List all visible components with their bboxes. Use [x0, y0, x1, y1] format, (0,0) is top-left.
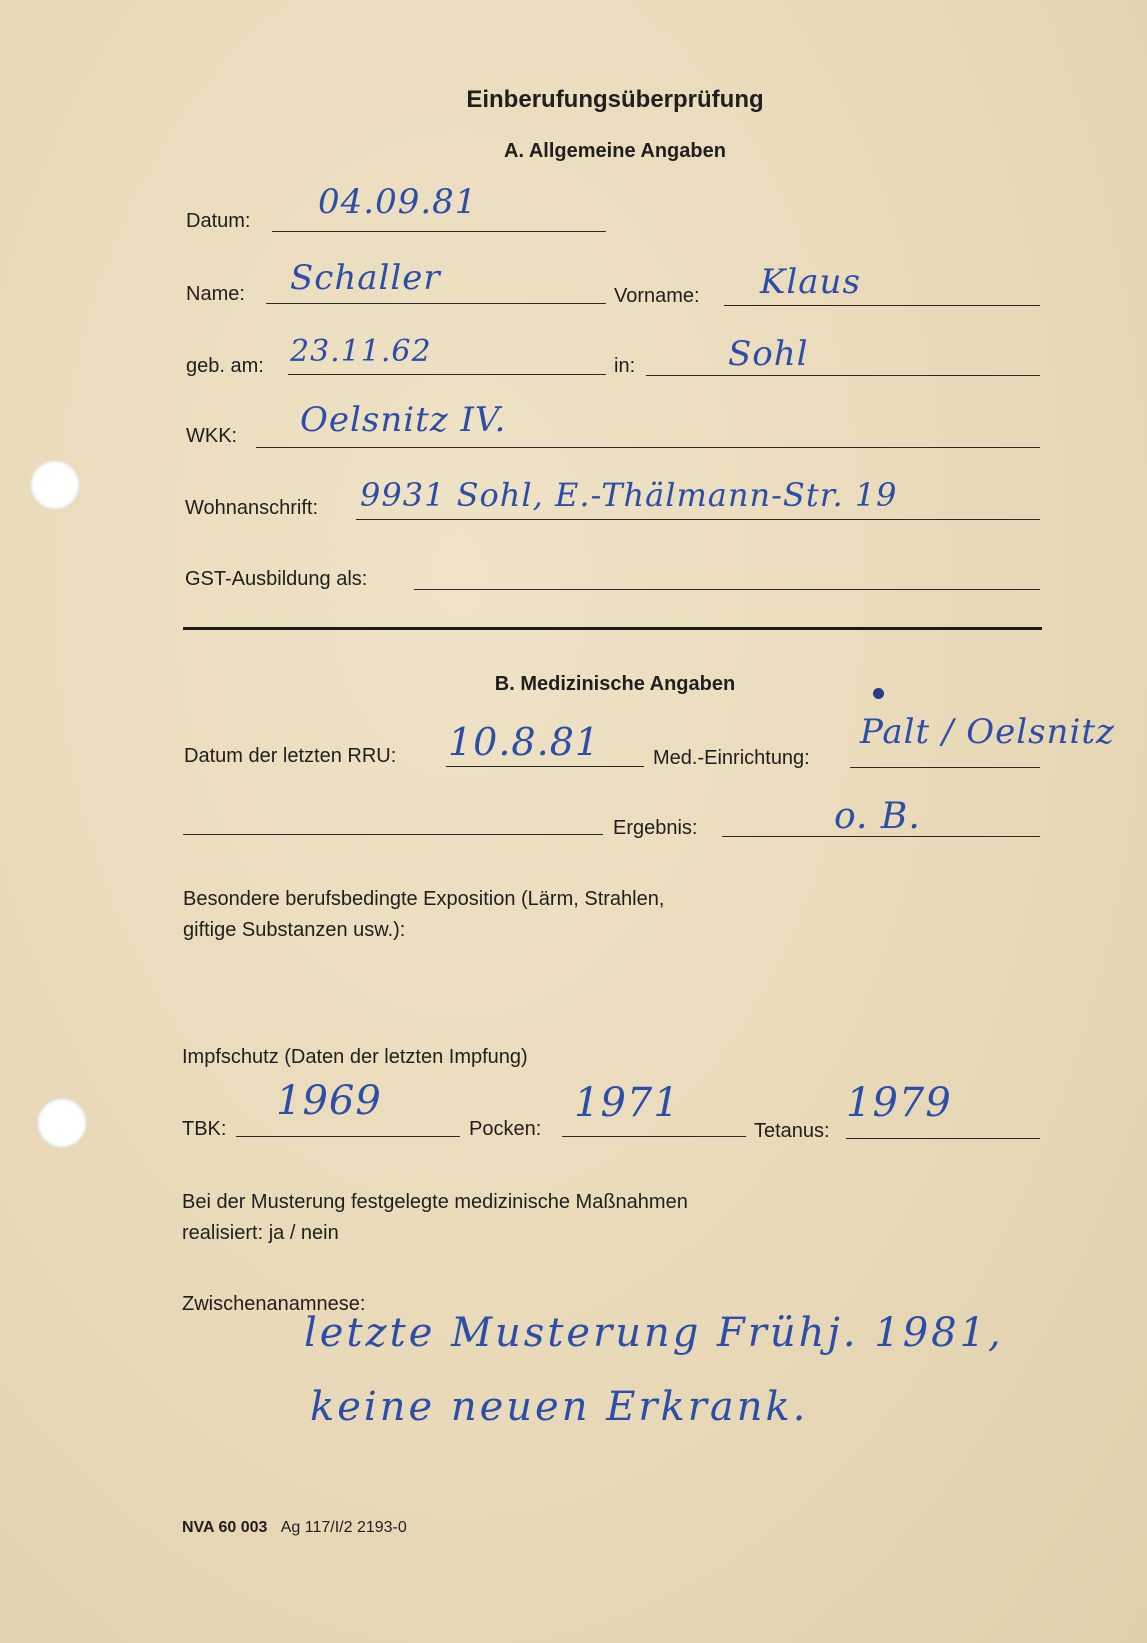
name-line — [266, 303, 606, 304]
rru-line — [446, 766, 644, 767]
musterung-line-2: realisiert: ja / nein — [182, 1222, 339, 1244]
blank-line — [183, 834, 603, 835]
gst-label: GST-Ausbildung als: — [185, 568, 368, 590]
section-b-heading: B. Medizinische Angaben — [494, 673, 736, 695]
in-label: in: — [614, 355, 636, 377]
tetanus-value[interactable]: 1979 — [846, 1080, 952, 1126]
datum-value[interactable]: 04.09.81 — [318, 182, 478, 222]
form-code: NVA 60 003 — [182, 1519, 268, 1536]
geb-value[interactable]: 23.11.62 — [290, 334, 432, 369]
form-title: Einberufungsüberprüfung — [466, 86, 764, 113]
name-label: Name: — [186, 283, 245, 305]
wohnanschrift-value[interactable]: 9931 Sohl, E.-Thälmann-Str. 19 — [360, 476, 898, 514]
vorname-label: Vorname: — [614, 285, 700, 307]
tbk-line — [236, 1136, 460, 1137]
exposition-label — [183, 884, 664, 946]
pocken-label: Pocken: — [469, 1118, 542, 1140]
zwischenanamnese-line-2[interactable]: keine neuen Erkrank. — [310, 1384, 809, 1430]
impfschutz-label: Impfschutz (Daten der letzten Impfung) — [182, 1046, 528, 1068]
punch-hole-top — [30, 460, 80, 510]
vorname-value[interactable]: Klaus — [760, 262, 861, 302]
med-einrichtung-line — [850, 767, 1040, 768]
tbk-label: TBK: — [182, 1118, 227, 1140]
wohnanschrift-line — [356, 519, 1040, 520]
wkk-label: WKK: — [186, 425, 238, 447]
musterung-line-1: Bei der Musterung festgelegte medizinische Maßnahmen — [182, 1191, 688, 1213]
wohnanschrift-label: Wohnanschrift: — [185, 497, 319, 519]
in-value[interactable]: Sohl — [728, 334, 809, 374]
exposition-line-1: Besondere berufsbedingte Exposition (Lärm, Strahlen, — [183, 888, 665, 910]
punch-hole-bottom — [37, 1098, 87, 1148]
form-footer — [182, 1519, 407, 1537]
rru-label: Datum der letzten RRU: — [184, 745, 397, 767]
name-value[interactable]: Schaller — [290, 258, 441, 298]
ergebnis-label: Ergebnis: — [613, 817, 698, 839]
musterung-label — [182, 1187, 688, 1249]
med-einrichtung-label: Med.-Einrichtung: — [653, 747, 810, 769]
ergebnis-value[interactable]: o. B. — [834, 796, 921, 837]
gst-line — [414, 589, 1040, 590]
vorname-line — [724, 305, 1040, 306]
wkk-value[interactable]: Oelsnitz IV. — [300, 400, 507, 440]
exposition-line-2: giftige Substanzen usw.): — [183, 919, 406, 941]
geb-label: geb. am: — [186, 355, 264, 377]
datum-line — [272, 231, 606, 232]
wkk-line — [256, 447, 1040, 448]
print-code: Ag 117/I/2 2193-0 — [280, 1519, 407, 1536]
datum-label: Datum: — [186, 210, 251, 232]
tetanus-line — [846, 1138, 1040, 1139]
section-a-heading: A. Allgemeine Angaben — [504, 140, 726, 162]
in-line — [646, 375, 1040, 376]
tbk-value[interactable]: 1969 — [276, 1078, 382, 1124]
zwischenanamnese-label: Zwischenanamnese: — [182, 1293, 366, 1315]
pocken-value[interactable]: 1971 — [574, 1080, 680, 1126]
tetanus-label: Tetanus: — [754, 1120, 830, 1142]
ink-dot — [873, 688, 884, 699]
rru-value[interactable]: 10.8.81 — [448, 720, 601, 764]
zwischenanamnese-line-1[interactable]: letzte Musterung Frühj. 1981, — [304, 1310, 1004, 1356]
med-einrichtung-value[interactable]: Palt / Oelsnitz — [860, 712, 1115, 752]
geb-line — [288, 374, 606, 375]
section-divider — [183, 627, 1042, 630]
pocken-line — [562, 1136, 746, 1137]
